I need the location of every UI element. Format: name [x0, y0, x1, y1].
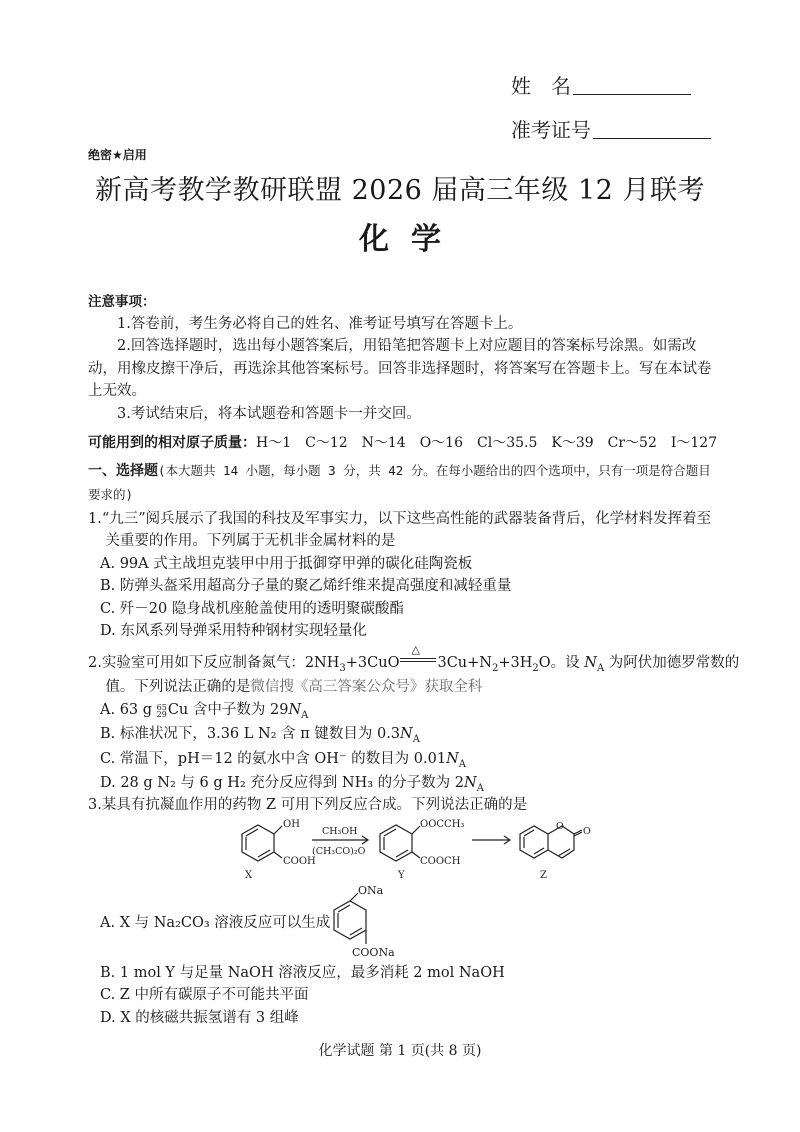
section-header	[88, 460, 716, 508]
stem-part: +3H	[498, 655, 533, 671]
note-item-1: 1.答卷前，考生务必将自己的姓名、准考证号填写在答题卡上。	[117, 315, 523, 332]
watermark-text: 微信搜《高三答案公众号》获取全科	[250, 679, 483, 696]
option-text: C. 常温下，pH＝12 的氨水中含 OH⁻ 的数目为 0.01	[100, 750, 447, 767]
question-2-option-a	[88, 699, 716, 723]
notes-title: 注意事项：	[88, 294, 156, 310]
avogadro-symbol: N	[288, 701, 302, 718]
subject-title: 化学	[359, 222, 463, 257]
molecule-x	[242, 825, 282, 861]
question-3-option-a: A. X 与 Na₂CO₃ 溶液反应可以生成	[100, 915, 331, 931]
atomic-masses	[88, 432, 717, 452]
question-3-stem: 3.某具有抗凝血作用的药物 Z 可用下列反应合成。下列说法正确的是	[88, 797, 528, 813]
avogadro-symbol: N	[464, 775, 477, 792]
exam-title: 新高考教学教研联盟 2026 届高三年级 12 月联考	[95, 175, 705, 206]
isotope-notation	[157, 704, 167, 718]
delta-symbol: △	[411, 643, 420, 656]
ona-label: ONa	[358, 884, 384, 897]
question-1-option-c: C. 歼－20 隐身战机座舱盖使用的透明聚碳酸酯	[100, 600, 404, 617]
question-3-option-c: C. Z 中所有碳原子不可能共平面	[100, 987, 309, 1004]
note-item-2: 2.回答选择题时，选出每小题答案后，用铅笔把答题卡上对应题目的答案标号涂黑。如需改动，用橡皮擦干净后，再选涂其他答案标号。回答非选择题时，将答案写在答题卡上。写在本试卷上无效。	[88, 338, 712, 400]
option-text: Cu 含中子数为 29	[167, 701, 289, 718]
notes-section	[88, 292, 716, 425]
molecule-y	[380, 825, 420, 861]
question-1-option-d: D. 东风系列导弹采用特种钢材实现轻量化	[100, 623, 367, 640]
z-ring-oxygen: O	[556, 821, 564, 832]
stem-part: 2.实验室可用如下反应制备氮气：2NH	[88, 655, 340, 671]
avogadro-subscript: A	[458, 758, 467, 770]
label-y: Y	[398, 870, 405, 881]
x-carboxyl-label: COOH	[283, 856, 316, 867]
avogadro-subscript: A	[301, 709, 309, 721]
y-ester-label: OOCCH₃	[420, 819, 465, 830]
question-2-option-c	[88, 748, 716, 772]
stem-part: +3CuO	[345, 655, 400, 671]
reagent-bottom: (CH₃CO)₂O	[312, 846, 366, 857]
z-carbonyl-oxygen: O	[583, 826, 591, 837]
name-blank	[573, 74, 691, 95]
question-2-stem-line2	[88, 676, 716, 698]
stem-part: 3Cu+N	[437, 655, 492, 671]
name-field	[511, 70, 691, 99]
atomic-masses-values: H～1 C～12 N～14 O～16 Cl～35.5 K～39 Cr～52 I～127	[256, 435, 718, 451]
avogadro-symbol: N	[446, 750, 459, 767]
x-hydroxyl-label: OH	[283, 819, 300, 830]
option-a-structure	[320, 880, 430, 966]
section-description: (本大题共 14 小题，每小题 3 分，共 42 分。在每小题给出的四个选项中，只有一项是符合题目要求的)	[88, 463, 711, 502]
avogadro-symbol: N	[400, 726, 413, 743]
reaction-arrow-2	[472, 836, 510, 844]
question-1	[88, 508, 716, 643]
isotope-mass: 65	[156, 702, 167, 712]
option-text: A. 63 g	[100, 701, 157, 718]
molecule-z	[520, 826, 582, 858]
option-text: B. 标准状况下，3.36 L N₂ 含 π 键数目为 0.3	[100, 726, 401, 743]
confidential-mark: 绝密★启用	[88, 148, 147, 162]
reaction-arrow-1	[312, 836, 368, 844]
name-label: 姓 名	[511, 74, 571, 98]
coona-label: COONa	[352, 946, 395, 959]
avogadro-subscript: A	[476, 782, 484, 794]
question-3-options	[88, 962, 716, 1029]
question-1-option-a: A. 99A 式主战坦克装甲中用于抵御穿甲弹的碳化硅陶瓷板	[100, 555, 473, 572]
question-1-option-b: B. 防弹头盔采用超高分子量的聚乙烯纤维来提高强度和减轻重量	[100, 578, 512, 595]
question-3-option-d: D. X 的核磁共振氢谱有 3 组峰	[100, 1009, 299, 1026]
question-2-stem: 2.实验室可用如下反应制备氮气：$2NH_3+3CuO$ △ $3Cu+N_2+3H_2O$。设 $N_A$ 为阿伏加德罗常数的	[88, 643, 740, 674]
exam-id-field	[511, 114, 711, 143]
sodium-salt-ring	[334, 893, 366, 944]
page-footer: 化学试题 第 1 页(共 8 页)	[318, 1043, 482, 1059]
exam-id-blank	[593, 118, 711, 139]
heating-arrow	[399, 643, 437, 667]
question-2	[88, 643, 740, 796]
option-text: D. 28 g N₂ 与 6 g H₂ 充分反应得到 NH₃ 的分子数为 2	[100, 775, 464, 792]
stem-part: 为阿伏加德罗常数的	[604, 655, 740, 671]
question-1-stem: 1.“九三”阅兵展示了我国的科技及军事实力，以下这些高性能的武器装备背后，化学材料发挥着至关重要的作用。下列属于无机非金属材料的是	[88, 511, 712, 550]
exam-id-label: 准考证号	[511, 118, 591, 142]
stem-part: 值。下列说法正确的是	[105, 679, 251, 696]
question-2-option-b	[88, 723, 716, 747]
note-item-3: 3.考试结束后，将本试题卷和答题卡一并交回。	[117, 405, 421, 422]
y-ester2-label: COOCH	[420, 856, 461, 867]
section-title: 一、选择题	[88, 463, 158, 479]
avogadro-subscript: A	[596, 662, 605, 674]
question-2-option-d	[88, 772, 716, 796]
avogadro-subscript: A	[412, 734, 420, 746]
stem-part: O。设	[538, 655, 585, 671]
isotope-atomic-number: 29	[156, 709, 167, 719]
reaction-scheme	[220, 812, 600, 884]
question-3-option-b: B. 1 mol Y 与足量 NaOH 溶液反应，最多消耗 2 mol NaOH	[100, 965, 505, 981]
label-z: Z	[540, 870, 547, 881]
atomic-masses-label: 可能用到的相对原子质量：	[88, 435, 256, 451]
reagent-top: CH₃OH	[322, 826, 358, 837]
label-x: X	[245, 870, 253, 881]
avogadro-symbol: N	[584, 655, 597, 671]
